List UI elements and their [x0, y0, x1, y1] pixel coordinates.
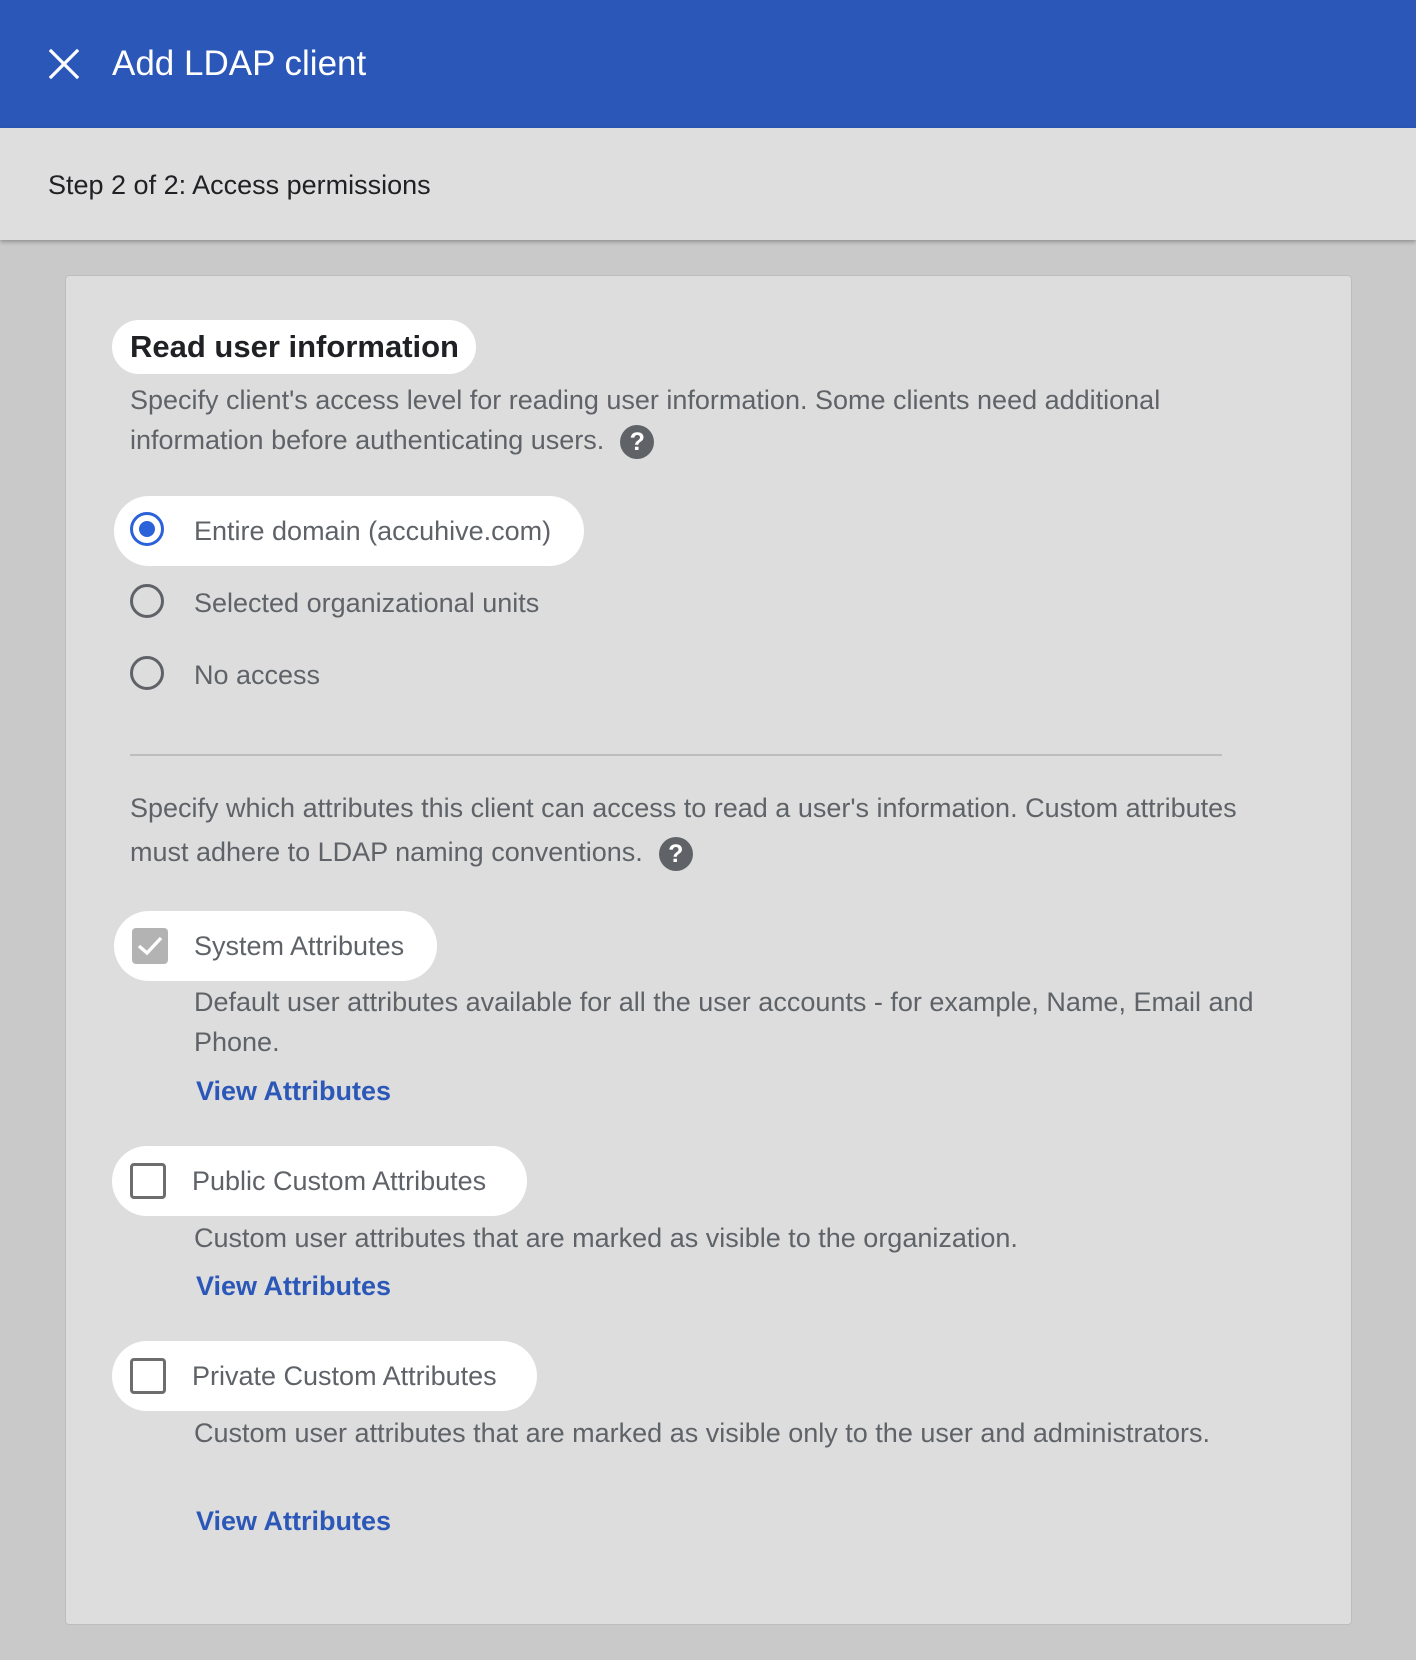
checkbox-private-custom-attributes[interactable]	[112, 1341, 537, 1411]
step-indicator: Step 2 of 2: Access permissions	[48, 170, 431, 200]
app-header	[0, 0, 1416, 128]
radio-option-no-access[interactable]	[114, 640, 414, 710]
checkbox-system-attributes	[114, 911, 437, 981]
access-permissions-card	[65, 275, 1352, 1625]
system-attributes-description: Default user attributes available for all the user accounts - for example, Name, Email and Phone.	[194, 987, 1254, 1057]
radio-label: No access	[194, 660, 321, 690]
public-custom-attributes-description: Custom user attributes that are marked as visible to the organization.	[194, 1223, 1018, 1253]
step-bar	[0, 128, 1416, 240]
radio-label: Entire domain (accuhive.com)	[194, 516, 552, 546]
checkbox-public-custom-attributes[interactable]	[112, 1146, 527, 1216]
attributes-description	[130, 786, 1290, 874]
checkbox-checked-disabled	[132, 928, 168, 964]
radio-button-selected[interactable]	[130, 512, 164, 546]
view-attributes-link-system[interactable]: View Attributes	[196, 1076, 392, 1106]
radio-option-selected-org-units[interactable]	[114, 568, 584, 638]
checkbox-label: Public Custom Attributes	[192, 1166, 487, 1196]
radio-option-entire-domain[interactable]	[114, 496, 584, 566]
private-custom-attributes-description: Custom user attributes that are marked as visible only to the user and administrators.	[194, 1418, 1210, 1448]
checkbox-unchecked[interactable]	[130, 1163, 166, 1199]
view-attributes-link-public[interactable]: View Attributes	[196, 1271, 392, 1301]
radio-button[interactable]	[130, 584, 164, 618]
radio-label: Selected organizational units	[194, 588, 540, 618]
divider	[130, 754, 1222, 756]
attributes-description-text: Specify which attributes this client can access to read a user's information. Custom attributes must adhere to LDAP naming conventions.	[130, 793, 1237, 867]
checkbox-unchecked[interactable]	[130, 1358, 166, 1394]
help-icon[interactable]: ?	[620, 425, 654, 459]
radio-button[interactable]	[130, 656, 164, 690]
close-button[interactable]	[40, 40, 88, 88]
checkbox-label: System Attributes	[194, 931, 405, 961]
read-user-info-description	[130, 380, 1290, 460]
checkbox-label: Private Custom Attributes	[192, 1361, 497, 1391]
section-title-read-user-information: Read user information	[112, 320, 476, 374]
page-title: Add LDAP client	[112, 44, 367, 83]
view-attributes-link-private[interactable]: View Attributes	[196, 1506, 392, 1536]
check-icon	[136, 934, 164, 958]
read-user-info-description-text: Specify client's access level for reading user information. Some clients need additional information before authenticating users.	[130, 385, 1161, 455]
close-icon[interactable]	[40, 40, 88, 88]
help-icon[interactable]: ?	[659, 837, 693, 871]
